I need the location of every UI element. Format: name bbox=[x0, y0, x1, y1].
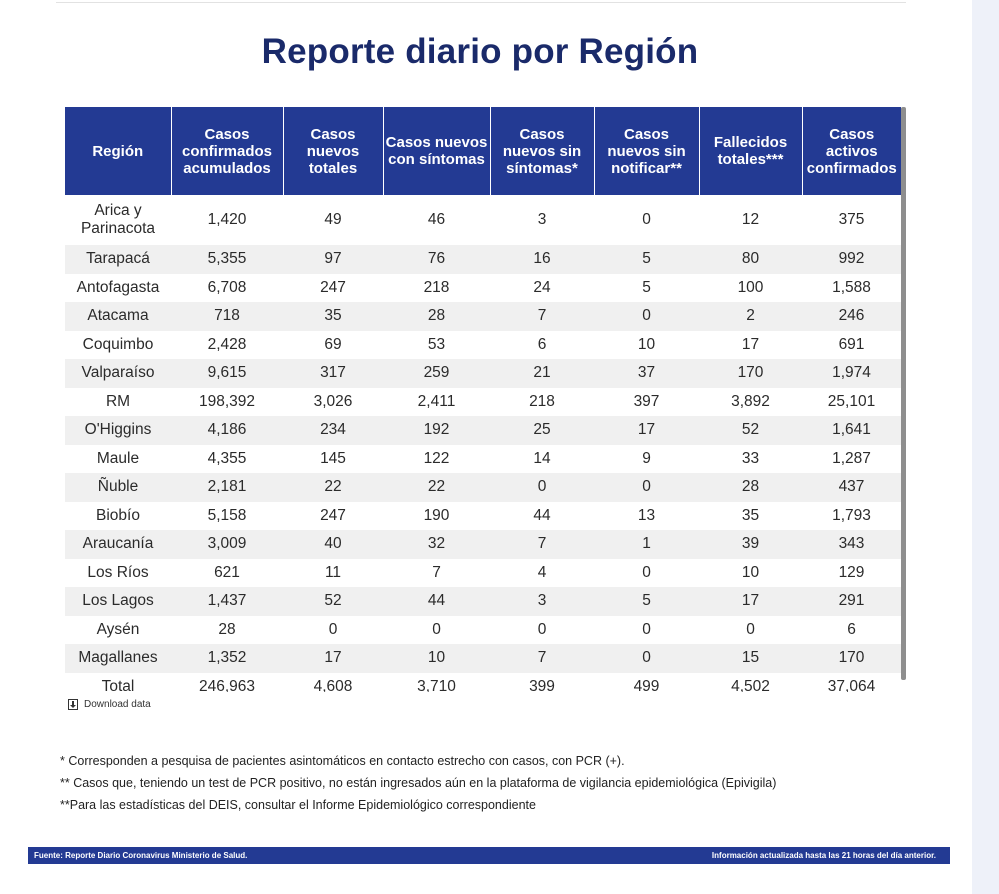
region-cell: Antofagasta bbox=[65, 274, 171, 303]
table-row bbox=[65, 274, 901, 303]
region-cell: Biobío bbox=[65, 502, 171, 531]
value-cell: 170 bbox=[699, 359, 802, 388]
table-row bbox=[65, 616, 901, 645]
value-cell: 992 bbox=[802, 245, 901, 274]
table-row bbox=[65, 644, 901, 673]
footer-source: Fuente: Reporte Diario Coronavirus Ministerio de Salud. bbox=[34, 851, 248, 860]
download-icon bbox=[68, 699, 78, 710]
value-cell: 218 bbox=[383, 274, 490, 303]
value-cell: 145 bbox=[283, 445, 383, 474]
region-cell: Los Ríos bbox=[65, 559, 171, 588]
value-cell: 33 bbox=[699, 445, 802, 474]
value-cell: 76 bbox=[383, 245, 490, 274]
value-cell: 25 bbox=[490, 416, 594, 445]
value-cell: 4 bbox=[490, 559, 594, 588]
table-row bbox=[65, 416, 901, 445]
value-cell: 247 bbox=[283, 502, 383, 531]
value-cell: 0 bbox=[490, 616, 594, 645]
value-cell: 9,615 bbox=[171, 359, 283, 388]
region-cell: Ñuble bbox=[65, 473, 171, 502]
table-row bbox=[65, 673, 901, 693]
value-cell: 3 bbox=[490, 587, 594, 616]
value-cell: 259 bbox=[383, 359, 490, 388]
value-cell: 1,420 bbox=[171, 195, 283, 245]
value-cell: 129 bbox=[802, 559, 901, 588]
value-cell: 35 bbox=[283, 302, 383, 331]
value-cell: 0 bbox=[383, 616, 490, 645]
value-cell: 40 bbox=[283, 530, 383, 559]
value-cell: 5,355 bbox=[171, 245, 283, 274]
value-cell: 17 bbox=[594, 416, 699, 445]
table-row bbox=[65, 530, 901, 559]
region-cell: O'Higgins bbox=[65, 416, 171, 445]
column-header: Casos nuevos sin síntomas* bbox=[490, 107, 594, 195]
region-cell: RM bbox=[65, 388, 171, 417]
value-cell: 9 bbox=[594, 445, 699, 474]
column-header: Fallecidos totales*** bbox=[699, 107, 802, 195]
value-cell: 15 bbox=[699, 644, 802, 673]
value-cell: 218 bbox=[490, 388, 594, 417]
table-header-row bbox=[65, 107, 901, 195]
value-cell: 2,428 bbox=[171, 331, 283, 360]
value-cell: 28 bbox=[171, 616, 283, 645]
region-cell: Valparaíso bbox=[65, 359, 171, 388]
value-cell: 44 bbox=[490, 502, 594, 531]
region-cell: Magallanes bbox=[65, 644, 171, 673]
table-row bbox=[65, 388, 901, 417]
download-data-link[interactable] bbox=[68, 699, 151, 710]
value-cell: 4,608 bbox=[283, 673, 383, 693]
value-cell: 22 bbox=[383, 473, 490, 502]
value-cell: 22 bbox=[283, 473, 383, 502]
value-cell: 0 bbox=[283, 616, 383, 645]
value-cell: 17 bbox=[699, 331, 802, 360]
column-header: Casos nuevos con síntomas bbox=[383, 107, 490, 195]
value-cell: 52 bbox=[699, 416, 802, 445]
table-row bbox=[65, 245, 901, 274]
value-cell: 246,963 bbox=[171, 673, 283, 693]
table-row bbox=[65, 195, 901, 245]
region-report-table bbox=[65, 107, 901, 692]
region-cell: Arica y Parinacota bbox=[65, 195, 171, 245]
value-cell: 190 bbox=[383, 502, 490, 531]
value-cell: 3,009 bbox=[171, 530, 283, 559]
value-cell: 4,502 bbox=[699, 673, 802, 693]
value-cell: 2,181 bbox=[171, 473, 283, 502]
value-cell: 10 bbox=[383, 644, 490, 673]
value-cell: 17 bbox=[699, 587, 802, 616]
value-cell: 5,158 bbox=[171, 502, 283, 531]
value-cell: 28 bbox=[383, 302, 490, 331]
side-panel bbox=[972, 0, 999, 894]
value-cell: 1,641 bbox=[802, 416, 901, 445]
value-cell: 16 bbox=[490, 245, 594, 274]
value-cell: 317 bbox=[283, 359, 383, 388]
value-cell: 1,352 bbox=[171, 644, 283, 673]
value-cell: 10 bbox=[594, 331, 699, 360]
table-row bbox=[65, 559, 901, 588]
footnote-3: **Para las estadísticas del DEIS, consultar el Informe Epidemiológico correspondiente bbox=[60, 798, 536, 812]
value-cell: 5 bbox=[594, 587, 699, 616]
table-row bbox=[65, 445, 901, 474]
value-cell: 5 bbox=[594, 245, 699, 274]
value-cell: 37 bbox=[594, 359, 699, 388]
value-cell: 5 bbox=[594, 274, 699, 303]
value-cell: 3,026 bbox=[283, 388, 383, 417]
table-row bbox=[65, 302, 901, 331]
column-header: Casos confirmados acumulados bbox=[171, 107, 283, 195]
value-cell: 52 bbox=[283, 587, 383, 616]
value-cell: 28 bbox=[699, 473, 802, 502]
value-cell: 499 bbox=[594, 673, 699, 693]
top-divider bbox=[56, 2, 906, 3]
value-cell: 1,793 bbox=[802, 502, 901, 531]
value-cell: 13 bbox=[594, 502, 699, 531]
region-cell: Total bbox=[65, 673, 171, 693]
value-cell: 6,708 bbox=[171, 274, 283, 303]
column-header: Casos nuevos totales bbox=[283, 107, 383, 195]
value-cell: 6 bbox=[802, 616, 901, 645]
footnote-2: ** Casos que, teniendo un test de PCR positivo, no están ingresados aún en la plataforma de vigilancia epidemiológica (Epivigila) bbox=[60, 776, 777, 790]
value-cell: 621 bbox=[171, 559, 283, 588]
value-cell: 10 bbox=[699, 559, 802, 588]
value-cell: 3 bbox=[490, 195, 594, 245]
value-cell: 4,186 bbox=[171, 416, 283, 445]
value-cell: 397 bbox=[594, 388, 699, 417]
value-cell: 399 bbox=[490, 673, 594, 693]
value-cell: 69 bbox=[283, 331, 383, 360]
footer-updated: Información actualizada hasta las 21 horas del día anterior. bbox=[711, 851, 936, 860]
value-cell: 97 bbox=[283, 245, 383, 274]
value-cell: 718 bbox=[171, 302, 283, 331]
value-cell: 7 bbox=[490, 644, 594, 673]
column-header: Región bbox=[65, 107, 171, 195]
value-cell: 1 bbox=[594, 530, 699, 559]
region-cell: Maule bbox=[65, 445, 171, 474]
value-cell: 0 bbox=[594, 473, 699, 502]
table-row bbox=[65, 359, 901, 388]
table-row bbox=[65, 587, 901, 616]
value-cell: 17 bbox=[283, 644, 383, 673]
value-cell: 170 bbox=[802, 644, 901, 673]
value-cell: 3,710 bbox=[383, 673, 490, 693]
footnotes bbox=[60, 750, 776, 816]
value-cell: 35 bbox=[699, 502, 802, 531]
value-cell: 39 bbox=[699, 530, 802, 559]
value-cell: 24 bbox=[490, 274, 594, 303]
table-row bbox=[65, 502, 901, 531]
value-cell: 1,437 bbox=[171, 587, 283, 616]
region-cell: Aysén bbox=[65, 616, 171, 645]
region-cell: Coquimbo bbox=[65, 331, 171, 360]
footnote-1: * Corresponden a pesquisa de pacientes asintomáticos en contacto estrecho con casos, con PCR (+). bbox=[60, 754, 625, 768]
value-cell: 234 bbox=[283, 416, 383, 445]
value-cell: 375 bbox=[802, 195, 901, 245]
table-row bbox=[65, 331, 901, 360]
value-cell: 14 bbox=[490, 445, 594, 474]
value-cell: 80 bbox=[699, 245, 802, 274]
region-cell: Atacama bbox=[65, 302, 171, 331]
region-cell: Araucanía bbox=[65, 530, 171, 559]
value-cell: 0 bbox=[594, 195, 699, 245]
value-cell: 437 bbox=[802, 473, 901, 502]
value-cell: 7 bbox=[490, 530, 594, 559]
value-cell: 1,974 bbox=[802, 359, 901, 388]
value-cell: 0 bbox=[594, 302, 699, 331]
value-cell: 37,064 bbox=[802, 673, 901, 693]
value-cell: 53 bbox=[383, 331, 490, 360]
table-scrollbar[interactable] bbox=[901, 107, 906, 680]
value-cell: 0 bbox=[490, 473, 594, 502]
value-cell: 7 bbox=[490, 302, 594, 331]
value-cell: 2,411 bbox=[383, 388, 490, 417]
value-cell: 32 bbox=[383, 530, 490, 559]
value-cell: 1,287 bbox=[802, 445, 901, 474]
column-header: Casos activos confirmados bbox=[802, 107, 901, 195]
region-cell: Los Lagos bbox=[65, 587, 171, 616]
table-scroll-area[interactable] bbox=[65, 107, 901, 692]
value-cell: 25,101 bbox=[802, 388, 901, 417]
value-cell: 0 bbox=[594, 559, 699, 588]
download-label: Download data bbox=[84, 699, 151, 710]
value-cell: 3,892 bbox=[699, 388, 802, 417]
value-cell: 192 bbox=[383, 416, 490, 445]
value-cell: 12 bbox=[699, 195, 802, 245]
value-cell: 49 bbox=[283, 195, 383, 245]
value-cell: 198,392 bbox=[171, 388, 283, 417]
value-cell: 246 bbox=[802, 302, 901, 331]
value-cell: 247 bbox=[283, 274, 383, 303]
value-cell: 46 bbox=[383, 195, 490, 245]
source-footer bbox=[28, 847, 950, 864]
value-cell: 11 bbox=[283, 559, 383, 588]
value-cell: 0 bbox=[699, 616, 802, 645]
value-cell: 6 bbox=[490, 331, 594, 360]
region-cell: Tarapacá bbox=[65, 245, 171, 274]
value-cell: 691 bbox=[802, 331, 901, 360]
value-cell: 100 bbox=[699, 274, 802, 303]
value-cell: 343 bbox=[802, 530, 901, 559]
column-header: Casos nuevos sin notificar** bbox=[594, 107, 699, 195]
value-cell: 291 bbox=[802, 587, 901, 616]
value-cell: 0 bbox=[594, 616, 699, 645]
value-cell: 7 bbox=[383, 559, 490, 588]
value-cell: 1,588 bbox=[802, 274, 901, 303]
value-cell: 0 bbox=[594, 644, 699, 673]
value-cell: 2 bbox=[699, 302, 802, 331]
value-cell: 122 bbox=[383, 445, 490, 474]
value-cell: 21 bbox=[490, 359, 594, 388]
value-cell: 44 bbox=[383, 587, 490, 616]
page-title: Reporte diario por Región bbox=[261, 32, 699, 71]
value-cell: 4,355 bbox=[171, 445, 283, 474]
table-row bbox=[65, 473, 901, 502]
